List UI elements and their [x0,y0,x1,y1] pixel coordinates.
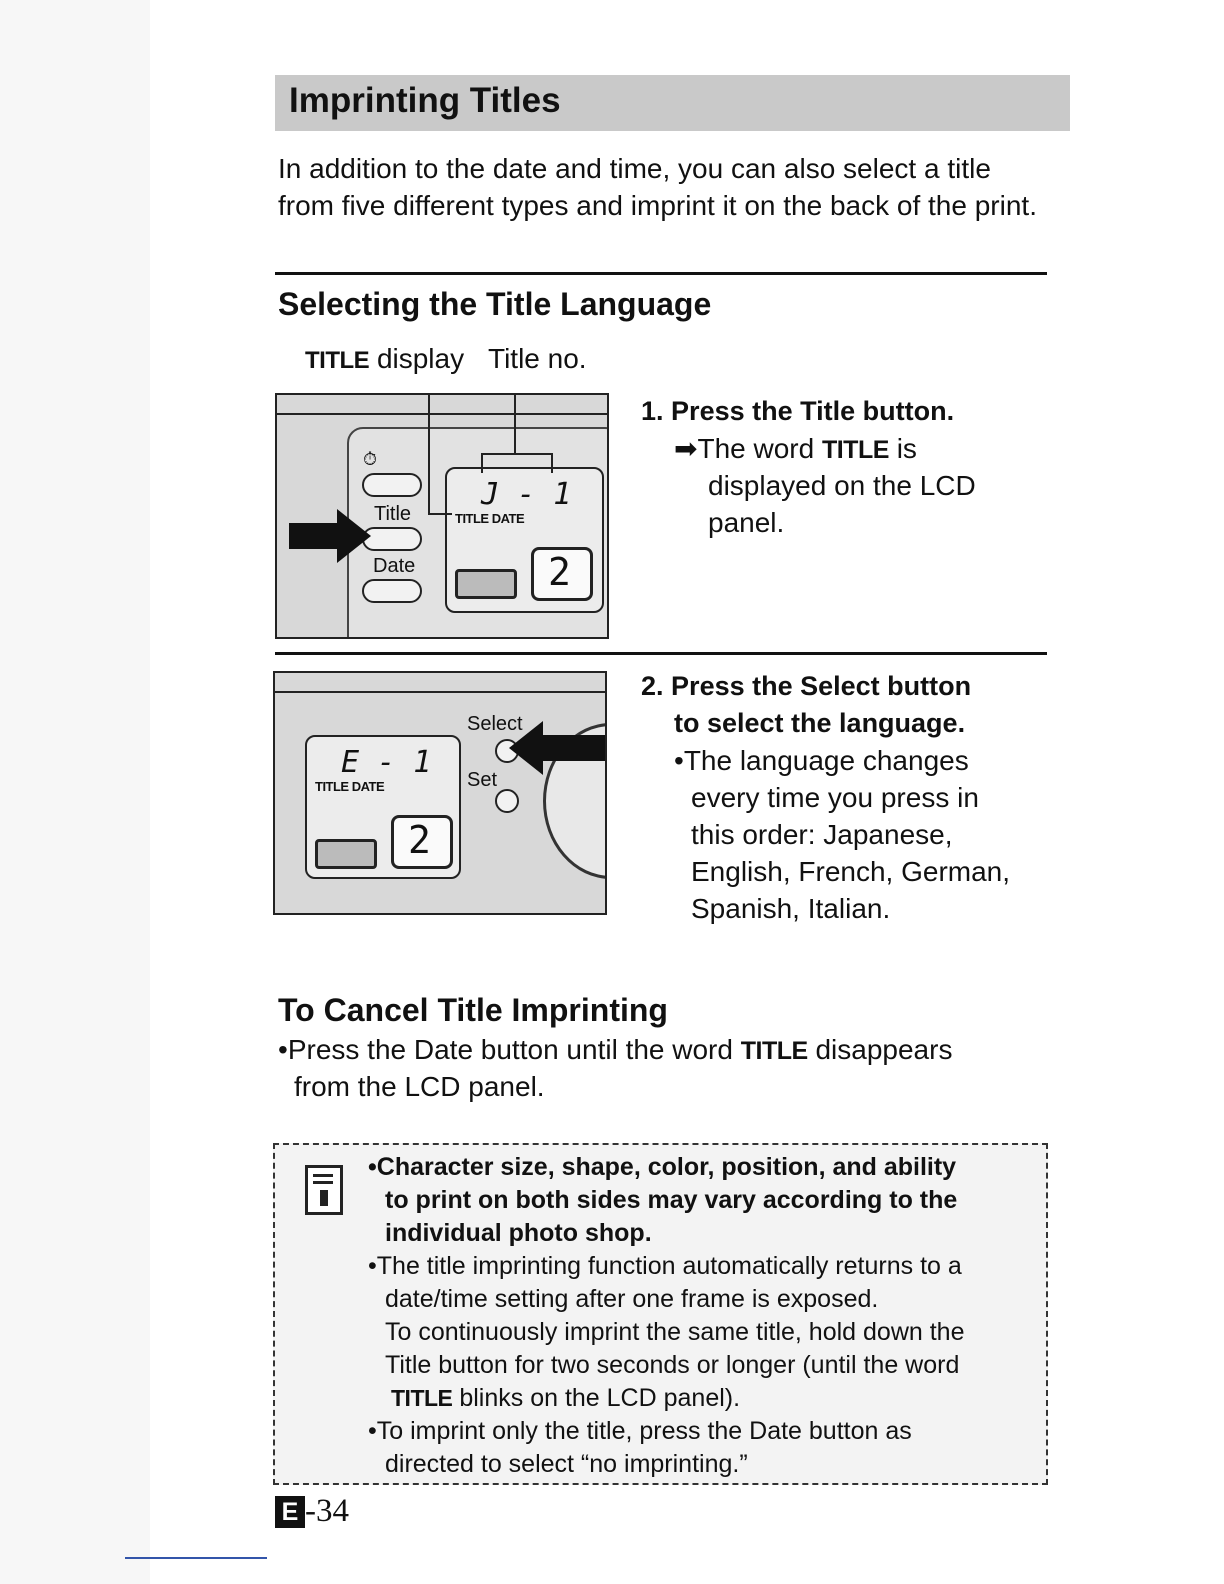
arrow-icon [541,735,605,761]
divider [275,652,1047,655]
step-2-title-line-2: to select the language. [674,708,966,738]
frame-counter [531,547,593,601]
arrow-icon [289,523,339,549]
set-button-label: Set [467,769,498,791]
camera-panel-figure-1 [275,393,609,639]
step-1-desc-word: TITLE [821,436,889,464]
bottom-edge-line [125,1557,267,1559]
page-number-text: -34 [305,1493,349,1529]
frame-counter-digit: 2 [408,818,431,862]
cancel-text-line-1 [278,1031,952,1070]
step-1-title [641,393,954,430]
lcd-indicator-labels: TITLE DATE [315,779,385,794]
step-2-desc-line-2: every time you press in [691,782,979,813]
note-bullet-1-line-3: individual photo shop. [385,1219,652,1247]
callout-title-display [305,343,464,375]
step-1-result-line-3: panel. [708,507,785,538]
step-1-result-line-1 [674,430,917,469]
title-button [362,527,422,551]
note-bullet-2-line-4: Title button for two seconds or longer (until the word [385,1351,960,1379]
intro-paragraph: In addition to the date and time, you can also select a title from five different types and imprint it on the back of the print. [278,153,1037,221]
bullet: • [278,1034,288,1065]
self-timer-icon: ⏱ [363,449,378,469]
note-bullet-2-line-5 [385,1382,1035,1415]
step-2-desc-line-5: Spanish, Italian. [691,893,891,924]
step-2-desc-line-3: this order: Japanese, [691,819,953,850]
step-1-number: 1. [641,396,664,426]
step-2-desc-1: The language changes [683,745,969,776]
lcd-panel [445,467,604,613]
film-cartridge-icon [455,569,517,599]
note-bullet-3-line-2: directed to select “no imprinting.” [385,1450,748,1478]
step-1-desc-post: is [896,433,917,464]
arrow-head-icon [509,721,543,775]
bullet: • [674,745,684,776]
cancel-text-word: TITLE [740,1037,808,1065]
date-button-label: Date [373,555,416,577]
step-1-desc-pre: The word [697,433,815,464]
note-bullet-2-line-1 [368,1250,1035,1283]
note-bullet-3-line-1 [368,1415,1035,1448]
note-b1-1: Character size, shape, color, position, and ability [376,1153,957,1181]
page-title: Imprinting Titles [289,81,561,120]
note-bullet-2-line-2: date/time setting after one frame is exposed. [385,1285,879,1313]
callout-title-no: Title no. [488,343,587,374]
note-b2-1: The title imprinting function automatically returns to a [376,1252,962,1280]
bullet: • [368,1252,377,1280]
arrow-head-icon [337,509,371,563]
step-2-desc-line-1 [674,742,969,779]
frame-counter-digit: 2 [548,550,571,594]
step-2-number: 2. [641,671,664,701]
note-box [273,1143,1048,1485]
lcd-title-readout: E - 1 [341,745,432,780]
step-2-title-text-1: Press the Select button [671,671,972,701]
bullet: • [368,1153,377,1181]
date-button [362,579,422,603]
memo-icon [305,1165,343,1215]
language-badge: E [275,1496,305,1528]
result-arrow-icon: ➡ [674,433,698,464]
cancel-text-line-2: from the LCD panel. [294,1071,545,1102]
frame-counter [391,815,453,869]
step-2-desc-line-4: English, French, German, [691,856,1011,887]
cancel-text-post: disappears [815,1034,953,1065]
note-b2-5-post: blinks on the LCD panel). [459,1384,741,1412]
note-b3-1: To imprint only the title, press the Date button as [376,1417,912,1445]
note-b2-word: TITLE [391,1385,453,1411]
page-margin-shade [0,0,150,1584]
divider [275,272,1047,275]
lcd-title-readout: J - 1 [481,477,572,512]
note-bullet-1-line-2: to print on both sides may vary according to the [385,1186,958,1214]
step-1-result-line-2: displayed on the LCD [708,470,976,501]
self-timer-button [362,473,422,497]
page-number [275,1493,349,1530]
note-bullet-1-line-1 [368,1151,1035,1184]
lcd-indicator-labels: TITLE DATE [455,511,525,526]
callout-title-word: TITLE [305,347,370,374]
section-heading-cancel: To Cancel Title Imprinting [278,992,668,1028]
set-button [495,789,519,813]
section-title-bar [275,75,1070,131]
note-bullet-2-line-3: To continuously imprint the same title, hold down the [385,1318,965,1346]
step-1-title-text: Press the Title button. [671,396,955,426]
cancel-text-pre: Press the Date button until the word [287,1034,733,1065]
bullet: • [368,1417,377,1445]
camera-panel-figure-2 [273,671,607,915]
title-button-label: Title [374,503,412,525]
film-cartridge-icon [315,839,377,869]
select-button-label: Select [467,713,523,735]
callout-display-text: display [376,343,465,374]
lcd-panel [305,735,461,879]
step-2-title-line-1 [641,668,971,705]
section-heading-language: Selecting the Title Language [278,286,712,322]
